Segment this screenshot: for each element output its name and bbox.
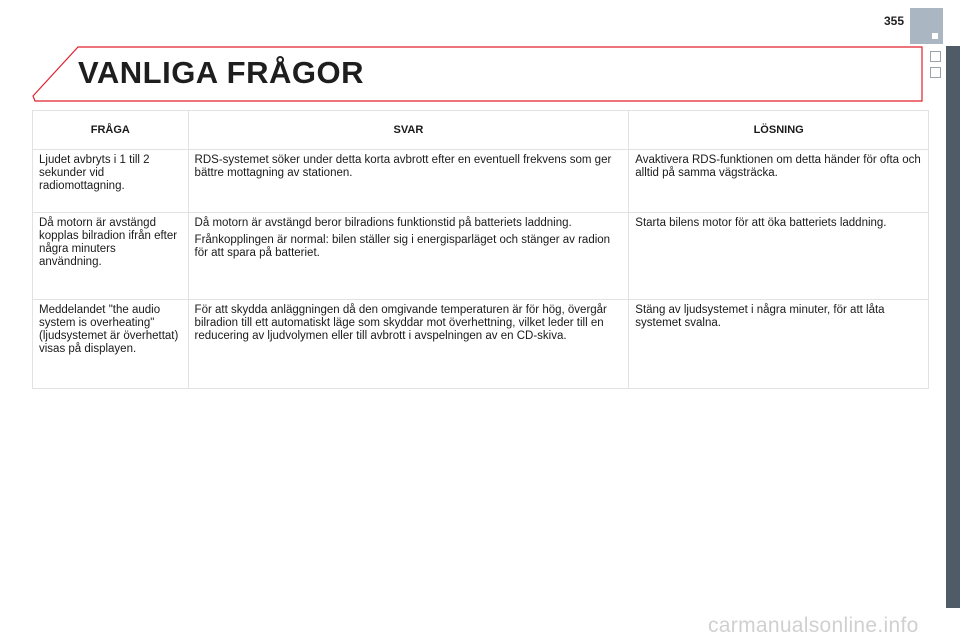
question-cell: Då motorn är avstängd kopplas bilradion ifrån efter några minuters användning. xyxy=(33,213,189,300)
table-row xyxy=(33,213,929,300)
table-header-row xyxy=(33,111,929,150)
table-row xyxy=(33,150,929,213)
table-row xyxy=(33,300,929,389)
question-cell: Ljudet avbryts i 1 till 2 sekunder vid radiomottagning. xyxy=(33,150,189,213)
side-bar xyxy=(946,46,960,608)
answer-cell xyxy=(188,300,629,389)
solution-cell: Starta bilens motor för att öka batteriets laddning. xyxy=(629,213,929,300)
solution-cell: Avaktivera RDS-funktionen om detta händer för ofta och alltid på samma vägsträcka. xyxy=(629,150,929,213)
faq-table xyxy=(32,110,929,389)
watermark: carmanualsonline.info xyxy=(708,614,919,637)
page-title: VANLIGA FRÅGOR xyxy=(78,55,364,90)
answer-paragraph: För att skydda anläggningen då den omgivande temperaturen är för hög, övergår bilradion till ett automatiskt läge som skyddar mot överhettning, vilket leder till en reducering av ljudvolymen eller till avbrott i avspelningen av en CD-skiva. xyxy=(194,304,607,342)
answer-paragraph: RDS-systemet söker under detta korta avbrott efter en eventuell frekvens som ger bättre mottagning av stationen. xyxy=(194,154,612,179)
answer-paragraph: Då motorn är avstängd beror bilradions funktionstid på batteriets laddning. xyxy=(194,217,572,229)
question-cell: Meddelandet "the audio system is overheating" (ljudsystemet är överhettat) visas på displayen. xyxy=(33,300,189,389)
column-header-question: FRÅGA xyxy=(33,111,189,150)
column-header-answer: SVAR xyxy=(188,111,629,150)
column-header-solution: LÖSNING xyxy=(629,111,929,150)
answer-cell xyxy=(188,150,629,213)
answer-cell xyxy=(188,213,629,300)
page-number: 355 xyxy=(883,14,904,28)
answer-paragraph: Frånkopplingen är normal: bilen ställer sig i energisparläget och stänger av radion för att spara på batteriet. xyxy=(194,234,611,259)
solution-cell: Stäng av ljudsystemet i några minuter, för att låta systemet svalna. xyxy=(629,300,929,389)
